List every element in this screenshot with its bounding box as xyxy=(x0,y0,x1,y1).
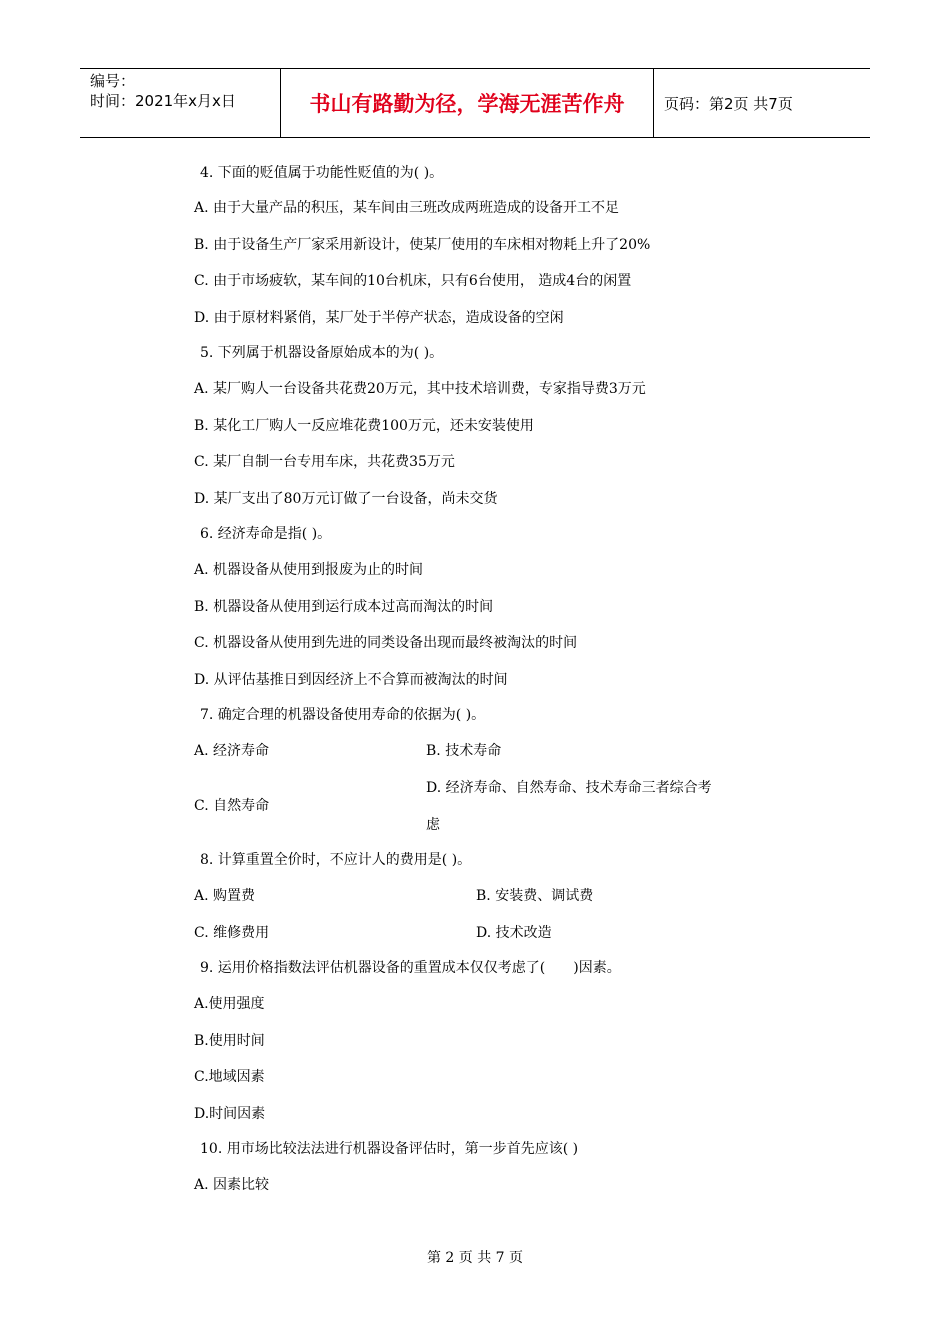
text-line: D. 某厂支出了80万元订做了一台设备，尚未交货 xyxy=(194,491,498,507)
text-line: B. 安装费、调试费 xyxy=(476,888,594,904)
text-line: D.时间因素 xyxy=(194,1106,266,1122)
text-line: C. 由于市场疲软，某车间的10台机床，只有6台使用， 造成4台的闲置 xyxy=(194,273,632,289)
text-line: C. 某厂自制一台专用车床，共花费35万元 xyxy=(194,454,455,470)
text-line: A. 由于大量产品的积压，某车间由三班改成两班造成的设备开工不足 xyxy=(194,200,620,216)
text-line: D. 从评估基推日到因经济上不合算而被淘汰的时间 xyxy=(194,672,508,688)
text-line: C. 自然寿命 xyxy=(194,798,270,814)
text-line: 4. 下面的贬值属于功能性贬值的为( )。 xyxy=(200,165,444,181)
text-line: B. 技术寿命 xyxy=(426,743,502,759)
text-line: C.地域因素 xyxy=(194,1069,265,1085)
text-line: A. 机器设备从使用到报废为止的时间 xyxy=(194,562,424,578)
text-line: 7. 确定合理的机器设备使用寿命的依据为( )。 xyxy=(200,707,486,723)
text-line: A. 某厂购人一台设备共花费20万元，其中技术培训费，专家指导费3万元 xyxy=(194,381,646,397)
text-line: D. 技术改造 xyxy=(476,925,552,941)
text-line: 6. 经济寿命是指( )。 xyxy=(200,526,332,542)
text-line: B. 机器设备从使用到运行成本过高而淘汰的时间 xyxy=(194,599,494,615)
header-page-info: 页码：第2页 共7页 xyxy=(664,94,793,113)
text-line: 5. 下列属于机器设备原始成本的为( )。 xyxy=(200,345,444,361)
text-line: A. 购置费 xyxy=(194,888,256,904)
text-line: B. 由于设备生产厂家采用新设计，使某厂使用的车床相对物耗上升了20% xyxy=(194,237,651,253)
text-line: 8. 计算重置全价时，不应计人的费用是( )。 xyxy=(200,852,472,868)
text-line: B.使用时间 xyxy=(194,1033,265,1049)
text-line: 虑 xyxy=(426,817,440,833)
text-line: 10. 用市场比较法法进行机器设备评估时，第一步首先应该( ) xyxy=(200,1141,579,1157)
text-line: D. 由于原材料紧俏，某厂处于半停产状态，造成设备的空闲 xyxy=(194,310,564,326)
text-line: B. 某化工厂购人一反应堆花费100万元，还未安装使用 xyxy=(194,418,534,434)
text-line: A. 因素比较 xyxy=(194,1177,270,1193)
text-line: A.使用强度 xyxy=(194,996,265,1012)
date-label: 时间：2021年x月x日 xyxy=(90,92,236,110)
page-footer: 第 2 页 共 7 页 xyxy=(426,1250,524,1266)
text-line: D. 经济寿命、自然寿命、技术寿命三者综合考 xyxy=(426,780,712,796)
header-motto: 书山有路勤为径，学海无涯苦作舟 xyxy=(281,69,654,137)
serial-label: 编号： xyxy=(90,72,136,90)
text-line: C. 机器设备从使用到先进的同类设备出现而最终被淘汰的时间 xyxy=(194,635,578,651)
text-line: 9. 运用价格指数法评估机器设备的重置成本仅仅考虑了( )因素。 xyxy=(200,960,621,976)
text-line: A. 经济寿命 xyxy=(194,743,270,759)
text-line: C. 维修费用 xyxy=(194,925,270,941)
